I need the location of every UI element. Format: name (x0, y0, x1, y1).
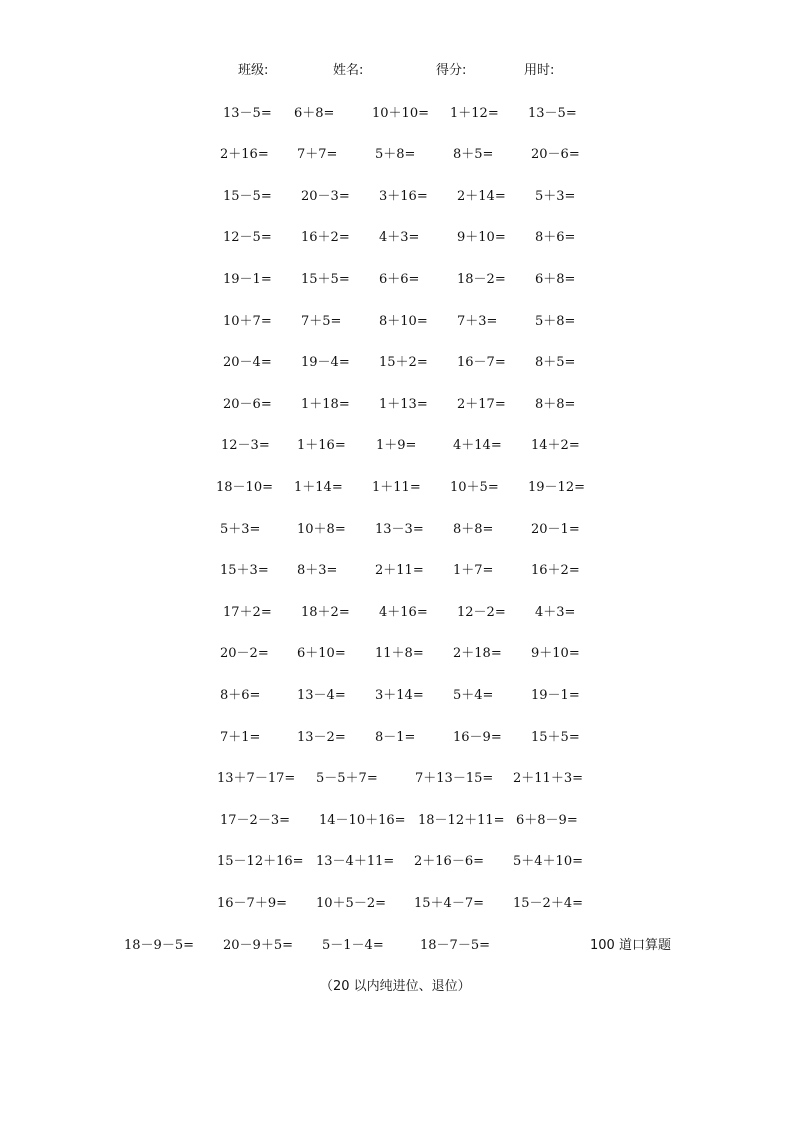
problem: 20－1= (531, 522, 580, 537)
problem: 8＋8= (535, 397, 576, 412)
problem: 10＋10= (372, 106, 429, 121)
problem: 16＋2= (531, 563, 580, 578)
problem: 5＋8= (535, 314, 576, 329)
problem: 20－4= (223, 355, 272, 370)
problem: 18－7－5= (420, 938, 490, 953)
problem: 9＋10= (531, 646, 580, 661)
problem: 8＋5= (535, 355, 576, 370)
problem: 1＋16= (297, 438, 346, 453)
problem: 5＋3= (220, 522, 261, 537)
problem: 19－12= (528, 480, 585, 495)
problem: 7＋1= (220, 730, 261, 745)
problem: 15－12＋16= (217, 854, 304, 869)
problem: 19－1= (223, 272, 272, 287)
problem: 5＋4＋10= (513, 854, 583, 869)
problem: 15＋4－7= (414, 896, 484, 911)
problem: 8＋5= (453, 147, 494, 162)
problem: 5＋8= (375, 147, 416, 162)
problem: 7＋5= (301, 314, 342, 329)
problem: 9＋10= (457, 230, 506, 245)
worksheet-subtitle: （20 以内纯进位、退位） (320, 979, 471, 994)
problem: 15＋2= (379, 355, 428, 370)
problem: 6＋8= (535, 272, 576, 287)
problem: 15－5= (223, 189, 272, 204)
problem: 8＋6= (535, 230, 576, 245)
problem: 13－4＋11= (316, 854, 395, 869)
problem: 6＋6= (379, 272, 420, 287)
problem: 5－5＋7= (316, 771, 378, 786)
problem: 3＋14= (375, 688, 424, 703)
problem: 20－9＋5= (223, 938, 293, 953)
problem: 10＋8= (297, 522, 346, 537)
problem: 13－3= (375, 522, 424, 537)
problem: 19－1= (531, 688, 580, 703)
problem: 20－6= (223, 397, 272, 412)
problem: 18－10= (216, 480, 273, 495)
problem: 15＋5= (531, 730, 580, 745)
problem: 13＋7－17= (217, 771, 296, 786)
problem: 4＋16= (379, 605, 428, 620)
problem: 11＋8= (375, 646, 424, 661)
problem: 5＋4= (453, 688, 494, 703)
problem: 8＋10= (379, 314, 428, 329)
problem: 1＋11= (372, 480, 421, 495)
problem: 3＋16= (379, 189, 428, 204)
problem: 15－2＋4= (513, 896, 583, 911)
problem: 5－1－4= (322, 938, 384, 953)
problem: 15＋5= (301, 272, 350, 287)
problem: 8＋6= (220, 688, 261, 703)
problem: 12－5= (223, 230, 272, 245)
problem: 4＋14= (453, 438, 502, 453)
problem: 1＋14= (294, 480, 343, 495)
problem: 13－5= (528, 106, 577, 121)
problem: 10＋7= (223, 314, 272, 329)
problem: 16＋2= (301, 230, 350, 245)
problem: 18－12＋11= (418, 813, 505, 828)
problem: 7＋7= (297, 147, 338, 162)
worksheet-title: 100 道口算题 (590, 938, 671, 953)
problem: 2＋16= (220, 147, 269, 162)
problem: 4＋3= (379, 230, 420, 245)
problem: 1＋13= (379, 397, 428, 412)
problem: 6＋8= (294, 106, 335, 121)
problem: 18－9－5= (124, 938, 194, 953)
problem: 12－2= (457, 605, 506, 620)
problem: 1＋7= (453, 563, 494, 578)
class-label: 班级: (238, 63, 269, 78)
problem: 17－2－3= (220, 813, 290, 828)
name-label: 姓名: (333, 63, 364, 78)
problem: 12－3= (221, 438, 270, 453)
problem: 2＋16－6= (414, 854, 484, 869)
problem: 16－9= (453, 730, 502, 745)
problem: 5＋3= (535, 189, 576, 204)
problem: 2＋11＋3= (513, 771, 583, 786)
problem: 8－1= (375, 730, 416, 745)
problem: 1＋9= (376, 438, 417, 453)
problem: 2＋17= (457, 397, 506, 412)
problem: 18－2= (457, 272, 506, 287)
problem: 20－6= (531, 147, 580, 162)
problem: 1＋12= (450, 106, 499, 121)
problem: 1＋18= (301, 397, 350, 412)
problem: 13－5= (223, 106, 272, 121)
time-label: 用时: (524, 63, 555, 78)
problem: 15＋3= (220, 563, 269, 578)
problem: 8＋8= (453, 522, 494, 537)
problem: 20－3= (301, 189, 350, 204)
problem: 13－4= (297, 688, 346, 703)
problem: 8＋3= (297, 563, 338, 578)
problem: 4＋3= (535, 605, 576, 620)
problem: 7＋13－15= (415, 771, 494, 786)
problem: 17＋2= (223, 605, 272, 620)
problem: 2＋14= (457, 189, 506, 204)
problem: 19－4= (301, 355, 350, 370)
problem: 10＋5= (450, 480, 499, 495)
problem: 2＋11= (375, 563, 424, 578)
problem: 2＋18= (453, 646, 502, 661)
score-label: 得分: (436, 63, 467, 78)
problem: 18＋2= (301, 605, 350, 620)
problem: 16－7= (457, 355, 506, 370)
problem: 6＋8－9= (516, 813, 578, 828)
problem: 14＋2= (531, 438, 580, 453)
problem: 6＋10= (297, 646, 346, 661)
problem: 20－2= (220, 646, 269, 661)
problem: 16－7＋9= (217, 896, 287, 911)
problem: 14－10＋16= (319, 813, 406, 828)
problem: 13－2= (297, 730, 346, 745)
problem: 7＋3= (457, 314, 498, 329)
problem: 10＋5－2= (316, 896, 386, 911)
